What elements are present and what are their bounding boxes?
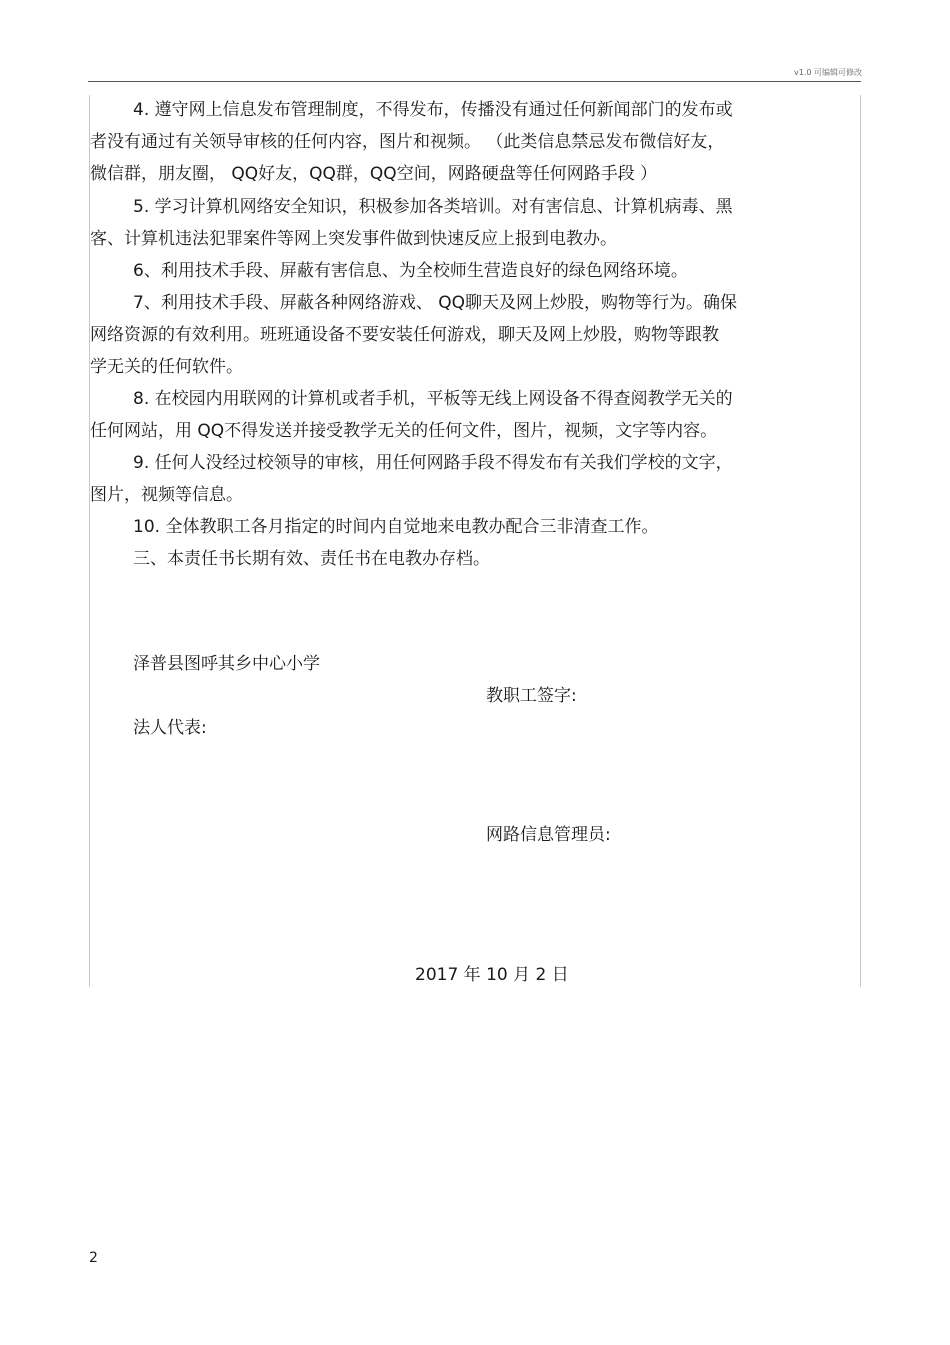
- text-line: 学无关的任何软件。: [90, 357, 243, 377]
- text-line: 三、本责任书长期有效、责任书在电教办存档。: [133, 549, 490, 569]
- header-divider: [88, 81, 861, 82]
- header-note: v1.0 可编辑可修改: [794, 68, 862, 77]
- text-line: 4. 遵守网上信息发布管理制度，不得发布，传播没有通过任何新闻部门的发布或: [133, 100, 733, 120]
- text-line: 微信群，朋友圈， QQ好友，QQ群，QQ空间，网路硬盘等任何网路手段 ）: [90, 164, 658, 184]
- staff-signature-label: 教职工签字:: [486, 686, 577, 706]
- text-line: 者没有通过有关领导审核的任何内容，图片和视频。 （此类信息禁忌发布微信好友，: [90, 132, 725, 152]
- text-line: 9. 任何人没经过校领导的审核，用任何网路手段不得发布有关我们学校的文字，: [133, 453, 733, 473]
- text-line: 图片，视频等信息。: [90, 485, 243, 505]
- text-line: 7、利用技术手段、屏蔽各种网络游戏、 QQ聊天及网上炒股，购物等行为。确保: [133, 293, 737, 313]
- legal-representative-label: 法人代表:: [133, 718, 207, 738]
- text-line: 客、计算机违法犯罪案件等网上突发事件做到快速反应上报到电教办。: [90, 229, 617, 249]
- network-admin-label: 网路信息管理员:: [486, 825, 611, 845]
- school-name: 泽普县图呼其乡中心小学: [133, 654, 320, 674]
- text-line: 任何网站，用 QQ不得发送并接受教学无关的任何文件，图片，视频，文字等内容。: [90, 421, 718, 441]
- text-line: 6、利用技术手段、屏蔽有害信息、为全校师生营造良好的绿色网络环境。: [133, 261, 688, 281]
- signing-date: 2017 年 10 月 2 日: [415, 965, 569, 985]
- text-line: 10. 全体教职工各月指定的时间内自觉地来电教办配合三非清查工作。: [133, 517, 659, 537]
- page-number: 2: [89, 1250, 98, 1266]
- text-line: 5. 学习计算机网络安全知识，积极参加各类培训。对有害信息、计算机病毒、黑: [133, 197, 733, 217]
- text-line: 网络资源的有效利用。班班通设备不要安装任何游戏，聊天及网上炒股，购物等跟教: [90, 325, 719, 345]
- page-frame-right: [860, 95, 861, 987]
- text-line: 8. 在校园内用联网的计算机或者手机，平板等无线上网设备不得查阅教学无关的: [133, 389, 733, 409]
